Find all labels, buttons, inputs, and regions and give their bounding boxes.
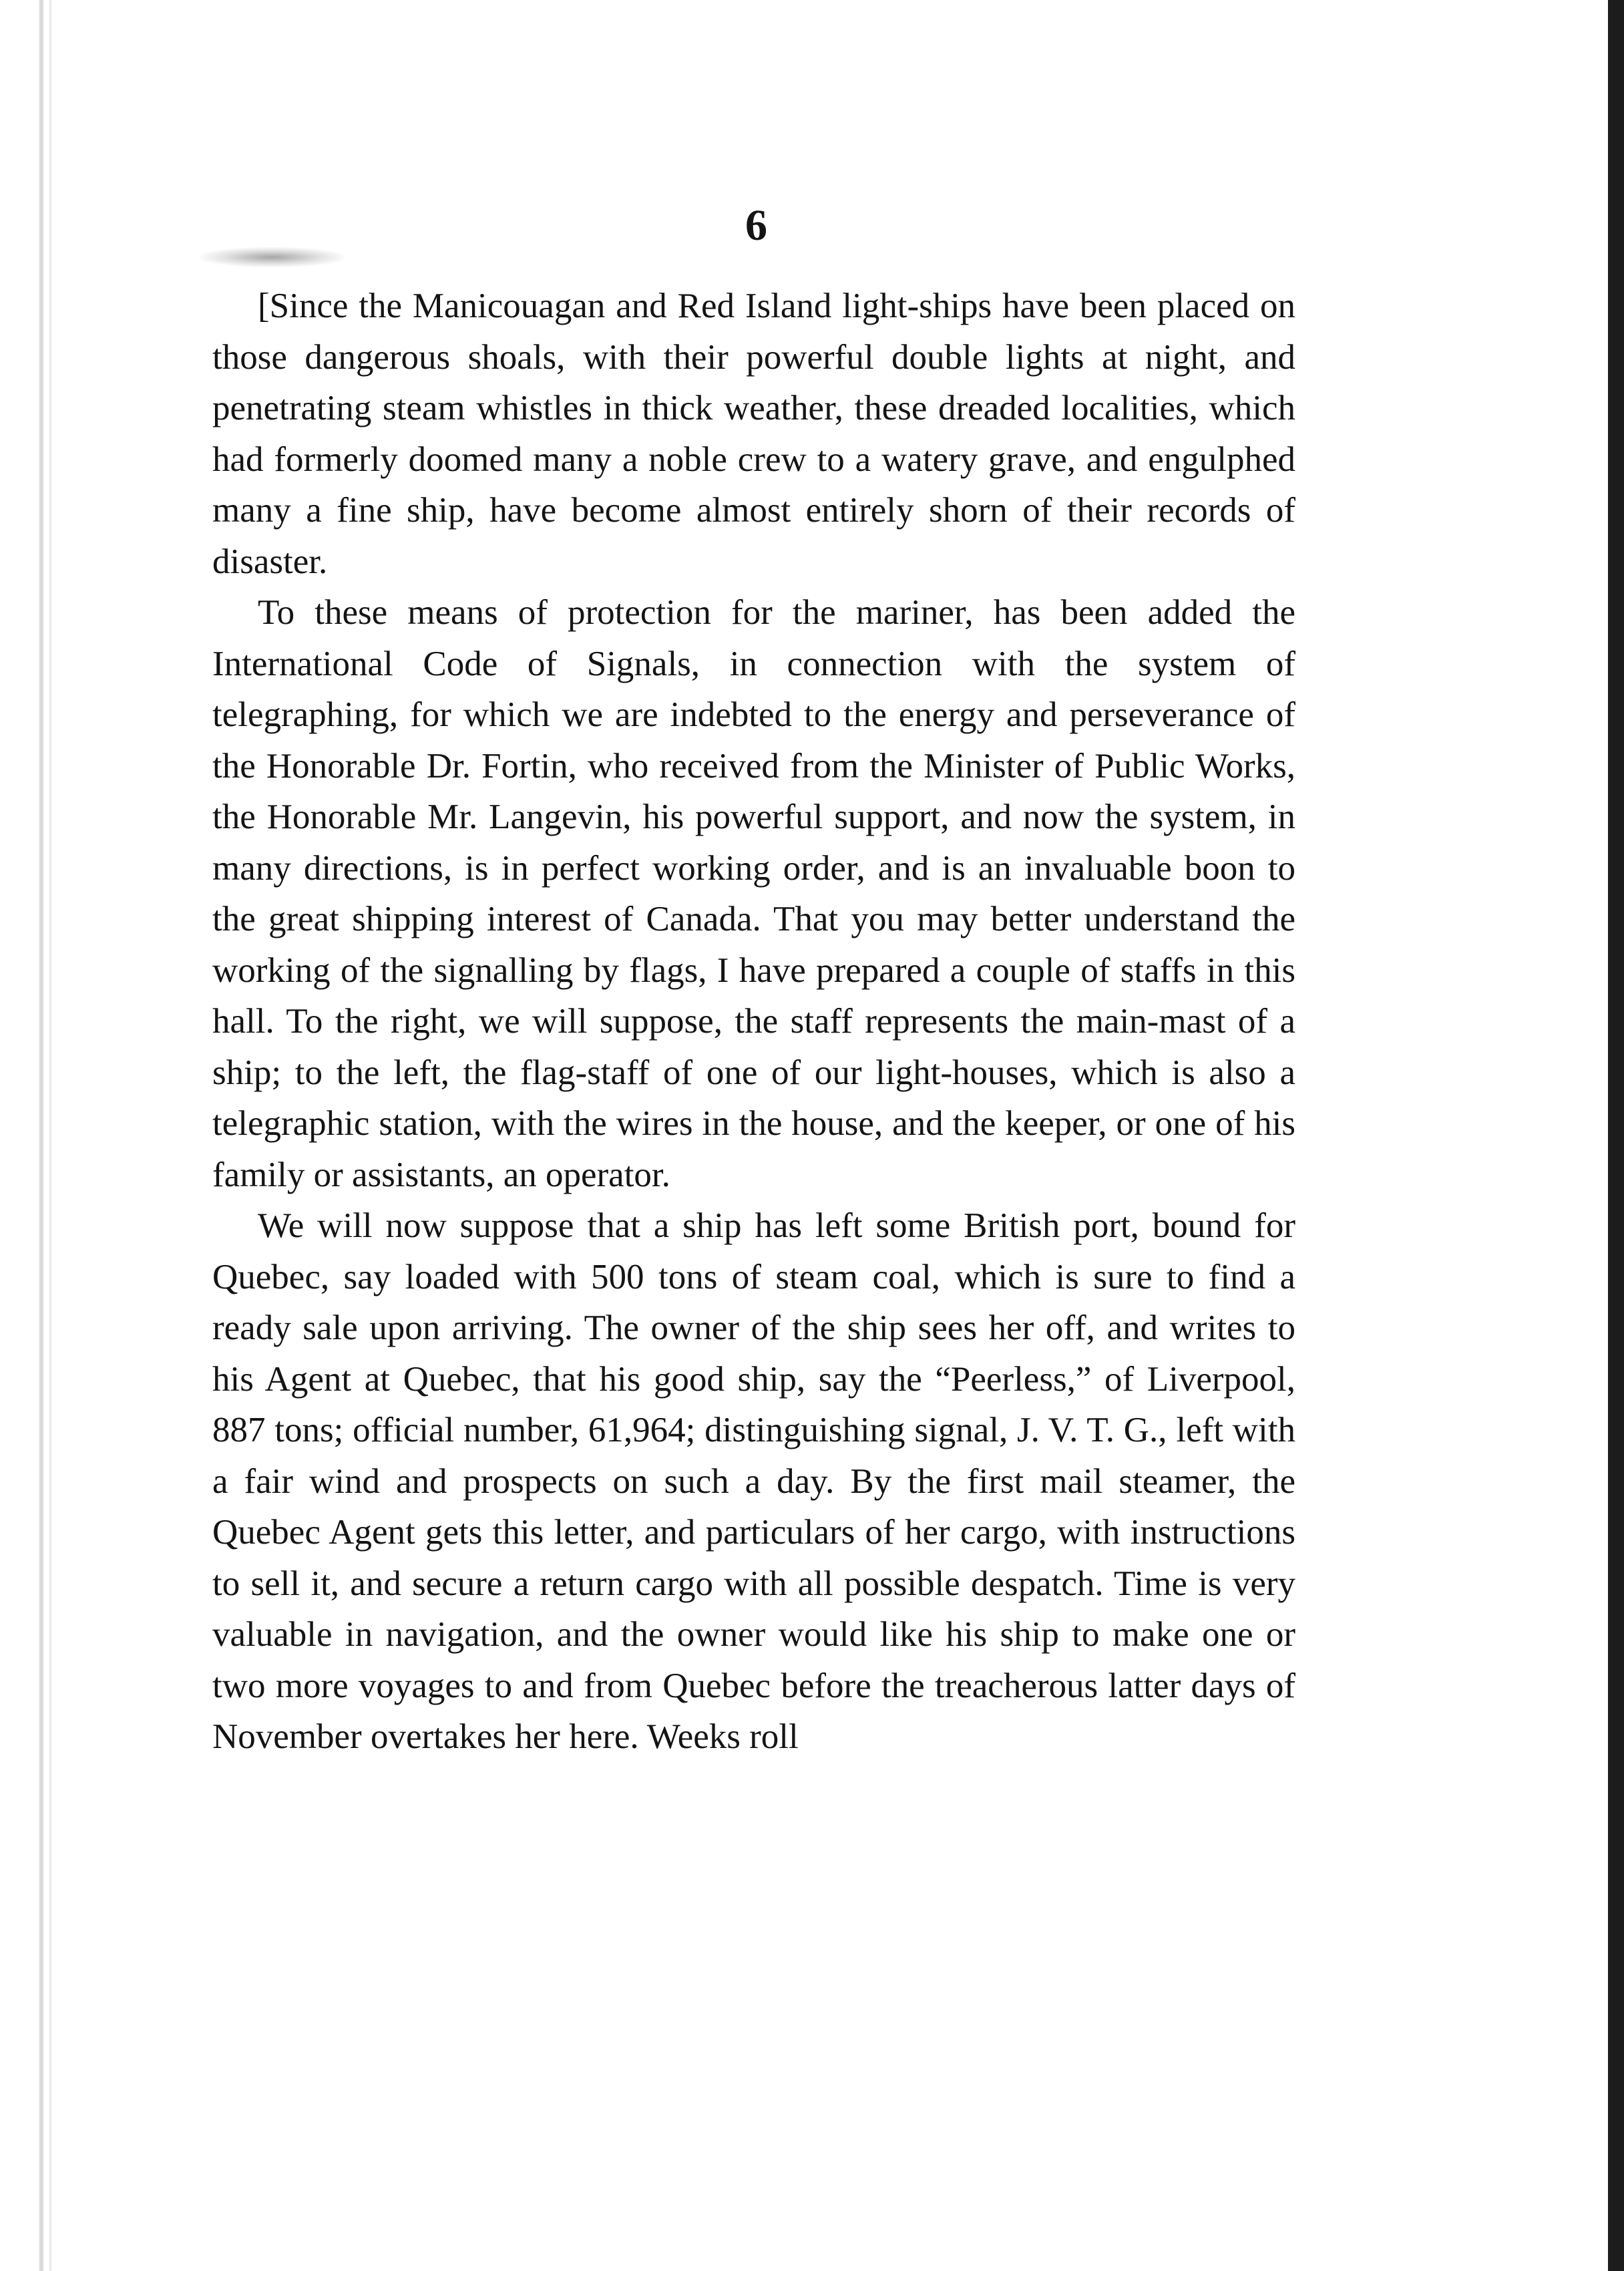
page-edge-right [1608,0,1624,2271]
ink-smudge [200,247,344,267]
paragraph-3: We will now suppose that a ship has left some British port, bound for Quebec, say loaded with 500 tons of steam coal, which is sure to find a ready sale upon arriving. The owner of the ship sees her off, and writes to his Agent at Quebec, that his good ship, say the “Peerless,” of Liverpool, 887 tons; official number, 61,964; distinguishing signal, J. V. T. G., left with a fair wind and prospects on such a day. By the first mail steamer, the Quebec Agent gets this letter, and particulars of her cargo, with instructions to sell it, and secure a return cargo with all possible despatch. Time is very valuable in navigation, and the owner would like his ship to make one or two more voyages to and from Quebec before the treacherous latter days of November overtakes her here. Weeks roll [212,1206,1295,1756]
body-text [212,281,1295,1763]
paragraph-1: [Since the Manicouagan and Red Island light-ships have been placed on those dangerous shoals, with their powerful double lights at night, and penetrating steam whistles in thick weather, these dreaded localities, which had formerly doomed many a noble crew to a watery grave, and engulphed many a fine ship, have become almost entirely shorn of their records of disaster. [212,287,1295,581]
page-number: 6 [745,201,767,250]
paragraph-2: To these means of protection for the mariner, has been added the International Code of Signals, in connection with the system of telegraphing, for which we are indebted to the energy and perseverance of the Honorable Dr. Fortin, who received from the Minister of Public Works, the Honorable Mr. Langevin, his powerful support, and now the system, in many directions, is in perfect working order, and is an invaluable boon to the great shipping interest of Canada. That you may better understand the working of the signalling by flags, I have prepared a couple of staffs in this hall. To the right, we will suppose, the staff represents the main-mast of a ship; to the left, the flag-staff of one of our light-houses, which is also a telegraphic station, with the wires in the house, and the keeper, or one of his family or assistants, an operator. [212,593,1295,1194]
page-edge-left [39,0,44,2271]
page-edge-left-line [49,0,51,2271]
